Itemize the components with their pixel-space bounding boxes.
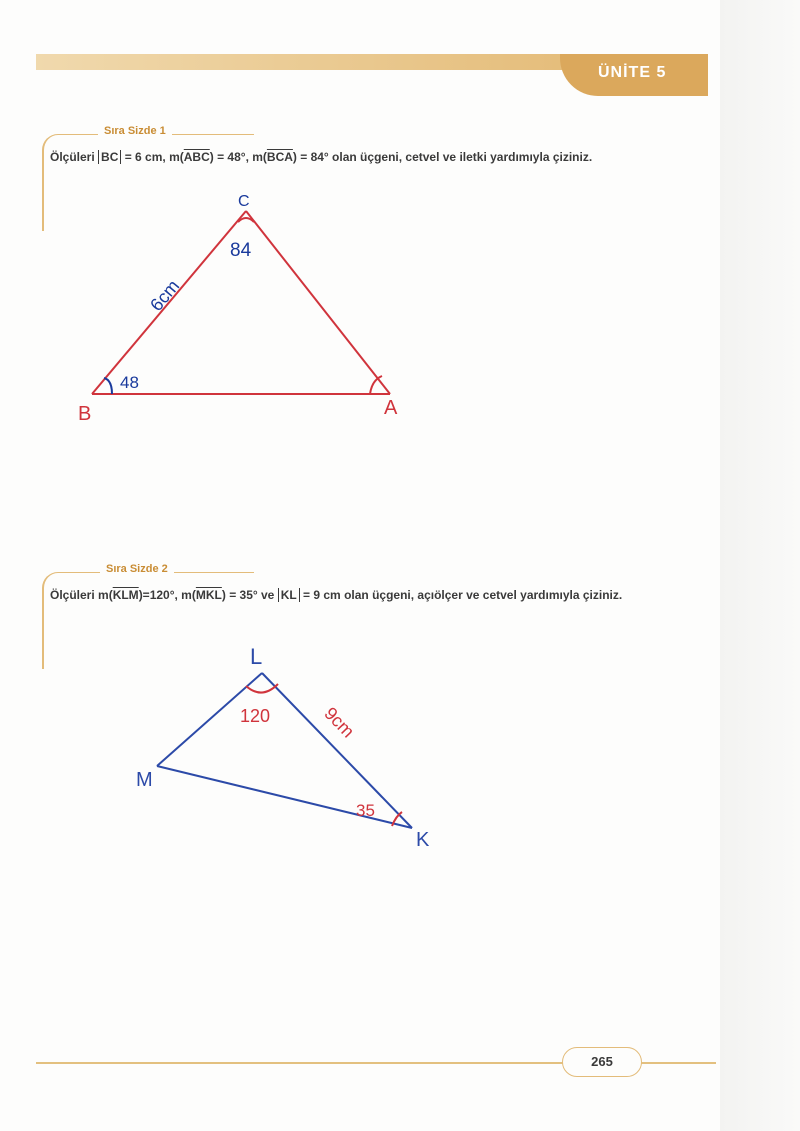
- exercise-1-segment: BC: [98, 150, 121, 164]
- exercise-1-text-a: Ölçüleri: [50, 150, 99, 164]
- exercise-1-angle-1: $\overline{ABC}$: [183, 150, 210, 164]
- vertex-k-label: K: [416, 829, 430, 851]
- exercise-2-text-b: )=120°, m(: [138, 588, 196, 602]
- page-number: 265: [591, 1054, 613, 1069]
- exercise-1-text-d: ) = 84° olan üçgeni, cetvel ve iletki yardımıyla çiziniz.: [292, 150, 593, 164]
- exercise-2-segment: KL: [278, 588, 300, 602]
- page-number-pill: [562, 1047, 642, 1077]
- exercise-1-title: Sıra Sizde 1: [98, 125, 172, 137]
- angle-l-value: 120: [240, 706, 271, 726]
- vertex-c-label: C: [238, 193, 250, 210]
- exercise-1-angle-2: $\overline{BCA}$: [266, 150, 293, 164]
- side-lk: [262, 673, 412, 828]
- unit-label: ÜNİTE 5: [598, 64, 667, 81]
- exercise-2-angle-1: $\overline{KLM}$: [112, 588, 139, 602]
- vertex-b-label: B: [78, 403, 92, 425]
- vertex-a-label: A: [384, 397, 398, 419]
- angle-c-value: 84: [230, 240, 252, 261]
- side-bc-length: 6cm: [146, 275, 184, 315]
- exercise-2-angle-2: $\overline{MKL}$: [195, 588, 222, 602]
- exercise-1-text-c: ) = 48°, m(: [209, 150, 267, 164]
- vertex-m-label: M: [136, 769, 153, 791]
- angle-b-value: 48: [120, 373, 139, 392]
- exercise-1-text-b: = 6 cm, m(: [121, 150, 184, 164]
- vertex-l-label: L: [250, 644, 263, 669]
- exercise-2-text-d: = 9 cm olan üçgeni, açıölçer ve cetvel yardımıyla çiziniz.: [299, 588, 623, 602]
- exercise-2-title: Sıra Sizde 2: [100, 563, 174, 575]
- exercise-2-text-c: ) = 35° ve: [221, 588, 278, 602]
- angle-k-value: 35: [356, 801, 375, 820]
- exercise-2-text-a: Ölçüleri m(: [50, 588, 113, 602]
- side-kl-length: 9cm: [320, 703, 359, 742]
